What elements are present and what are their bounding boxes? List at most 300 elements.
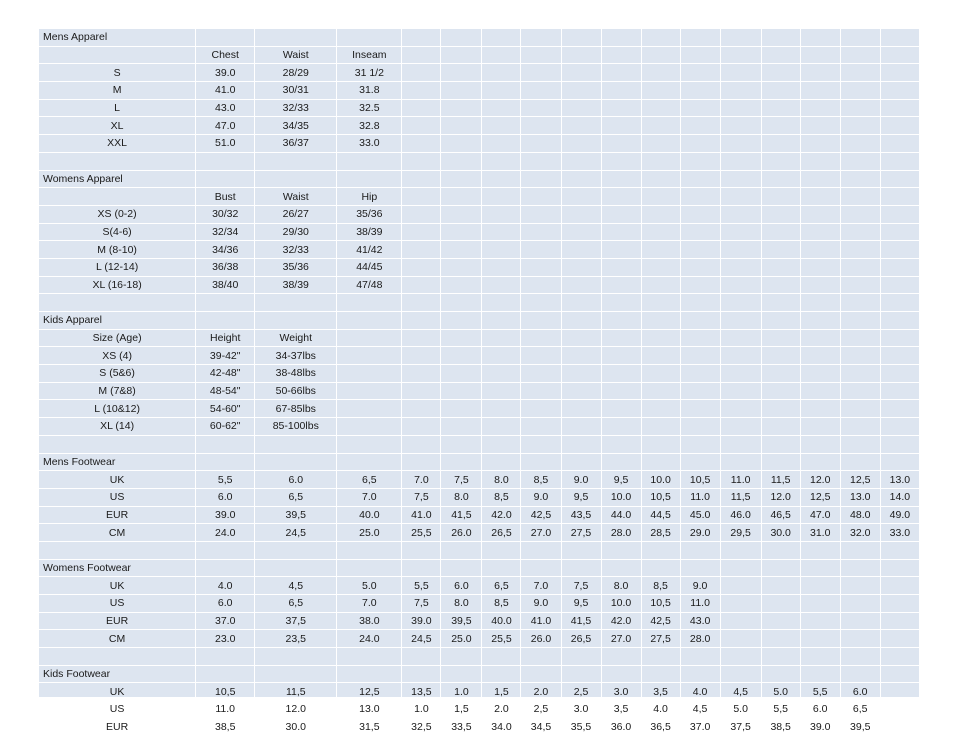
grid-cell (402, 329, 441, 347)
spacer-row (39, 152, 920, 170)
grid-cell (680, 365, 720, 383)
grid-cell: 26,5 (561, 630, 601, 648)
grid-cell (561, 170, 601, 188)
grid-cell (255, 453, 337, 471)
grid-cell (720, 648, 761, 666)
grid-cell (601, 223, 641, 241)
grid-cell (720, 294, 761, 312)
grid-cell (800, 64, 840, 82)
grid-cell: 7,5 (441, 471, 482, 489)
grid-cell: 41/42 (337, 241, 402, 259)
grid-cell (840, 135, 880, 153)
grid-cell (521, 312, 561, 330)
grid-cell: 35/36 (255, 258, 337, 276)
grid-cell (840, 347, 880, 365)
grid-cell (761, 46, 800, 64)
grid-cell: 24.0 (196, 524, 255, 542)
grid-cell (800, 135, 840, 153)
grid-cell (441, 453, 482, 471)
grid-cell: 9,5 (561, 595, 601, 613)
grid-cell (720, 276, 761, 294)
grid-cell (840, 559, 880, 577)
grid-cell: 30/32 (196, 205, 255, 223)
grid-cell: 34-37lbs (255, 347, 337, 365)
grid-cell (720, 188, 761, 206)
grid-cell (441, 152, 482, 170)
grid-cell (561, 82, 601, 100)
grid-cell (761, 276, 800, 294)
grid-cell (402, 382, 441, 400)
grid-cell (441, 258, 482, 276)
grid-cell (482, 665, 521, 683)
grid-cell (601, 152, 641, 170)
grid-cell: 27,5 (561, 524, 601, 542)
grid-cell: 37,5 (255, 612, 337, 630)
grid-cell: 38/39 (337, 223, 402, 241)
grid-cell: 38-48lbs (255, 365, 337, 383)
grid-cell (761, 630, 800, 648)
grid-cell (720, 170, 761, 188)
grid-cell: EUR (39, 612, 196, 630)
grid-cell (641, 117, 680, 135)
grid-cell (761, 665, 800, 683)
grid-cell: 39,5 (441, 612, 482, 630)
table-row (39, 117, 920, 135)
grid-cell (761, 648, 800, 666)
grid-cell: 48-54" (196, 382, 255, 400)
grid-cell (561, 648, 601, 666)
grid-cell: 23.0 (196, 630, 255, 648)
table-row (39, 82, 920, 100)
grid-cell: 7.0 (337, 595, 402, 613)
grid-cell: 12,5 (337, 683, 402, 701)
grid-cell (441, 29, 482, 47)
grid-cell (641, 453, 680, 471)
grid-cell (482, 205, 521, 223)
grid-cell: 67-85lbs (255, 400, 337, 418)
table-row (39, 630, 920, 648)
grid-cell (761, 347, 800, 365)
grid-cell (482, 152, 521, 170)
grid-cell (880, 82, 919, 100)
grid-cell: 32/34 (196, 223, 255, 241)
grid-cell: 37,5 (720, 718, 761, 736)
grid-cell (441, 665, 482, 683)
grid-cell: 39.0 (196, 506, 255, 524)
grid-cell (761, 117, 800, 135)
grid-cell: 6.0 (800, 701, 840, 719)
grid-cell: 34,5 (521, 718, 561, 736)
grid-cell: 42,5 (521, 506, 561, 524)
grid-cell: CM (39, 524, 196, 542)
grid-cell: 4.0 (196, 577, 255, 595)
grid-cell (761, 188, 800, 206)
grid-cell (840, 46, 880, 64)
grid-cell (641, 400, 680, 418)
grid-cell: 8,5 (482, 595, 521, 613)
grid-cell: 6.0 (441, 577, 482, 595)
grid-cell (561, 400, 601, 418)
grid-cell (761, 29, 800, 47)
grid-cell: 30/31 (255, 82, 337, 100)
grid-cell (402, 29, 441, 47)
grid-cell: 2.0 (521, 683, 561, 701)
grid-cell (800, 418, 840, 436)
grid-cell: 3,5 (641, 683, 680, 701)
grid-cell: 8.0 (601, 577, 641, 595)
spacer-row (39, 435, 920, 453)
grid-cell: 13.0 (337, 701, 402, 719)
grid-cell (641, 64, 680, 82)
grid-cell: Kids Apparel (39, 312, 196, 330)
grid-cell (402, 188, 441, 206)
grid-cell (521, 382, 561, 400)
grid-cell: 12.0 (800, 471, 840, 489)
grid-cell (441, 223, 482, 241)
grid-cell: 85-100lbs (255, 418, 337, 436)
grid-cell (800, 559, 840, 577)
grid-cell: 6,5 (840, 701, 880, 719)
grid-cell (561, 258, 601, 276)
grid-cell (761, 382, 800, 400)
grid-cell (337, 665, 402, 683)
grid-cell: 7,5 (402, 488, 441, 506)
grid-cell (521, 170, 561, 188)
grid-cell: 32,5 (402, 718, 441, 736)
grid-cell (680, 541, 720, 559)
grid-cell: 5.0 (337, 577, 402, 595)
grid-cell (561, 418, 601, 436)
grid-cell (720, 541, 761, 559)
grid-cell: 31.8 (337, 82, 402, 100)
table-row (39, 506, 920, 524)
grid-cell: 39-42" (196, 347, 255, 365)
grid-cell: 33,5 (441, 718, 482, 736)
grid-cell: Weight (255, 329, 337, 347)
grid-cell (521, 117, 561, 135)
grid-cell (482, 117, 521, 135)
grid-cell (800, 223, 840, 241)
grid-cell (441, 99, 482, 117)
grid-cell: 11.0 (720, 471, 761, 489)
grid-cell: 33.0 (337, 135, 402, 153)
grid-cell (521, 135, 561, 153)
grid-cell: 8,5 (641, 577, 680, 595)
grid-cell: UK (39, 577, 196, 595)
grid-cell (601, 541, 641, 559)
grid-cell (800, 453, 840, 471)
table-row (39, 241, 920, 259)
grid-cell (641, 347, 680, 365)
grid-cell: 6,5 (337, 471, 402, 489)
grid-cell (840, 205, 880, 223)
grid-cell: 12.0 (255, 701, 337, 719)
grid-cell: 1,5 (441, 701, 482, 719)
grid-cell: 2,5 (521, 701, 561, 719)
grid-cell: 39,5 (840, 718, 880, 736)
grid-cell (641, 99, 680, 117)
grid-cell (880, 29, 919, 47)
grid-cell (761, 400, 800, 418)
grid-cell (521, 205, 561, 223)
section-title-row (39, 170, 920, 188)
grid-cell: 51.0 (196, 135, 255, 153)
grid-cell (720, 205, 761, 223)
grid-cell: 26.0 (441, 524, 482, 542)
grid-cell (840, 29, 880, 47)
grid-cell: 4,5 (680, 701, 720, 719)
grid-cell: 6.0 (196, 595, 255, 613)
table-row (39, 258, 920, 276)
grid-cell: 37.0 (196, 612, 255, 630)
grid-cell (521, 188, 561, 206)
grid-cell (521, 365, 561, 383)
grid-cell: 45.0 (680, 506, 720, 524)
grid-cell (601, 435, 641, 453)
grid-cell: 9.0 (680, 577, 720, 595)
table-row (39, 488, 920, 506)
grid-cell (601, 648, 641, 666)
grid-cell (880, 46, 919, 64)
grid-cell: 48.0 (840, 506, 880, 524)
grid-cell (641, 82, 680, 100)
grid-cell (561, 276, 601, 294)
grid-cell (521, 64, 561, 82)
grid-cell: M (8-10) (39, 241, 196, 259)
grid-cell: 1.0 (402, 701, 441, 719)
grid-cell (720, 435, 761, 453)
grid-cell (196, 648, 255, 666)
grid-cell (720, 453, 761, 471)
grid-cell (880, 64, 919, 82)
grid-cell: M (7&8) (39, 382, 196, 400)
grid-cell (680, 29, 720, 47)
grid-cell (255, 312, 337, 330)
grid-cell (402, 435, 441, 453)
grid-cell (482, 223, 521, 241)
grid-cell (680, 46, 720, 64)
grid-cell (680, 418, 720, 436)
table-row (39, 400, 920, 418)
section-title-row (39, 29, 920, 47)
grid-cell (840, 170, 880, 188)
grid-cell (441, 276, 482, 294)
grid-cell (39, 46, 196, 64)
grid-cell (840, 188, 880, 206)
grid-cell (482, 312, 521, 330)
grid-cell (880, 718, 919, 736)
table-row (39, 276, 920, 294)
grid-cell (196, 541, 255, 559)
grid-cell (601, 46, 641, 64)
grid-cell (800, 99, 840, 117)
grid-cell (482, 241, 521, 259)
grid-cell (840, 64, 880, 82)
grid-cell (680, 99, 720, 117)
grid-cell (720, 29, 761, 47)
grid-cell (880, 435, 919, 453)
grid-cell (680, 435, 720, 453)
grid-cell (641, 135, 680, 153)
grid-cell (641, 276, 680, 294)
grid-cell: 2,5 (561, 683, 601, 701)
grid-cell (482, 29, 521, 47)
grid-cell: Waist (255, 46, 337, 64)
grid-cell (482, 258, 521, 276)
grid-cell: 29.0 (680, 524, 720, 542)
grid-cell (800, 347, 840, 365)
grid-cell (840, 630, 880, 648)
grid-cell: 8.0 (441, 488, 482, 506)
section-title-row (39, 665, 920, 683)
grid-cell: L (39, 99, 196, 117)
grid-cell: UK (39, 683, 196, 701)
grid-cell: 32/33 (255, 241, 337, 259)
grid-cell (880, 117, 919, 135)
grid-cell (840, 365, 880, 383)
grid-cell (680, 312, 720, 330)
grid-cell (720, 382, 761, 400)
grid-cell (39, 435, 196, 453)
grid-cell (337, 365, 402, 383)
grid-cell (880, 258, 919, 276)
grid-cell (482, 648, 521, 666)
grid-cell: 10.0 (601, 488, 641, 506)
grid-cell (402, 135, 441, 153)
grid-cell: 30.0 (761, 524, 800, 542)
grid-cell (880, 329, 919, 347)
grid-cell (680, 453, 720, 471)
grid-cell: 35,5 (561, 718, 601, 736)
column-header-row (39, 329, 920, 347)
grid-cell (521, 276, 561, 294)
grid-cell (641, 258, 680, 276)
grid-cell (840, 612, 880, 630)
grid-cell: 6,5 (482, 577, 521, 595)
grid-cell (840, 648, 880, 666)
grid-cell (880, 612, 919, 630)
grid-cell: 30.0 (255, 718, 337, 736)
grid-cell (641, 223, 680, 241)
grid-cell: 32.0 (840, 524, 880, 542)
grid-cell: 11.0 (196, 701, 255, 719)
grid-cell (561, 541, 601, 559)
grid-cell: 24,5 (255, 524, 337, 542)
grid-cell: 7,5 (561, 577, 601, 595)
grid-cell (680, 258, 720, 276)
grid-cell (800, 595, 840, 613)
grid-cell: 28.0 (601, 524, 641, 542)
grid-cell (196, 559, 255, 577)
grid-cell: 12,5 (840, 471, 880, 489)
grid-cell (880, 418, 919, 436)
grid-cell (601, 82, 641, 100)
grid-cell (561, 312, 601, 330)
grid-cell (482, 294, 521, 312)
grid-cell (880, 205, 919, 223)
grid-cell (521, 665, 561, 683)
grid-cell: 4,5 (255, 577, 337, 595)
grid-cell (561, 46, 601, 64)
grid-cell (720, 152, 761, 170)
grid-cell (720, 559, 761, 577)
grid-cell: 60-62" (196, 418, 255, 436)
grid-cell (880, 382, 919, 400)
grid-cell: 41.0 (402, 506, 441, 524)
grid-cell: 28/29 (255, 64, 337, 82)
grid-cell (601, 329, 641, 347)
grid-cell: 25.0 (337, 524, 402, 542)
grid-cell (337, 294, 402, 312)
grid-cell (482, 400, 521, 418)
grid-cell (561, 29, 601, 47)
grid-cell (680, 559, 720, 577)
grid-cell (761, 577, 800, 595)
grid-cell (680, 135, 720, 153)
grid-cell (39, 188, 196, 206)
grid-cell (521, 541, 561, 559)
grid-cell: 39,5 (255, 506, 337, 524)
grid-cell (441, 559, 482, 577)
grid-cell (680, 188, 720, 206)
grid-cell (255, 559, 337, 577)
grid-cell (337, 170, 402, 188)
grid-cell (196, 294, 255, 312)
grid-cell: Size (Age) (39, 329, 196, 347)
grid-cell: 9.0 (561, 471, 601, 489)
grid-cell: 6,5 (255, 595, 337, 613)
grid-cell: 5.0 (720, 701, 761, 719)
grid-cell (402, 276, 441, 294)
grid-cell (880, 365, 919, 383)
grid-cell (337, 312, 402, 330)
table-row (39, 471, 920, 489)
grid-cell: 36.0 (601, 718, 641, 736)
grid-cell: EUR (39, 718, 196, 736)
grid-cell: 14.0 (880, 488, 919, 506)
grid-cell (39, 294, 196, 312)
grid-cell (482, 559, 521, 577)
grid-cell (761, 82, 800, 100)
grid-cell: 42-48" (196, 365, 255, 383)
grid-cell (641, 188, 680, 206)
grid-cell: 47.0 (800, 506, 840, 524)
grid-cell (880, 276, 919, 294)
grid-cell (601, 453, 641, 471)
grid-cell (402, 241, 441, 259)
grid-cell: 38/39 (255, 276, 337, 294)
grid-cell (720, 418, 761, 436)
grid-cell: 7.0 (521, 577, 561, 595)
grid-cell (680, 82, 720, 100)
table-row (39, 382, 920, 400)
grid-cell: 28,5 (641, 524, 680, 542)
grid-cell (521, 453, 561, 471)
grid-cell (482, 418, 521, 436)
grid-cell: S (5&6) (39, 365, 196, 383)
grid-cell (761, 223, 800, 241)
grid-cell: 41,5 (561, 612, 601, 630)
grid-cell (482, 453, 521, 471)
grid-cell (521, 435, 561, 453)
grid-cell (255, 152, 337, 170)
grid-cell (840, 541, 880, 559)
grid-cell: 40.0 (337, 506, 402, 524)
grid-cell (800, 312, 840, 330)
grid-cell (561, 135, 601, 153)
grid-cell (402, 665, 441, 683)
grid-cell: 31.0 (800, 524, 840, 542)
